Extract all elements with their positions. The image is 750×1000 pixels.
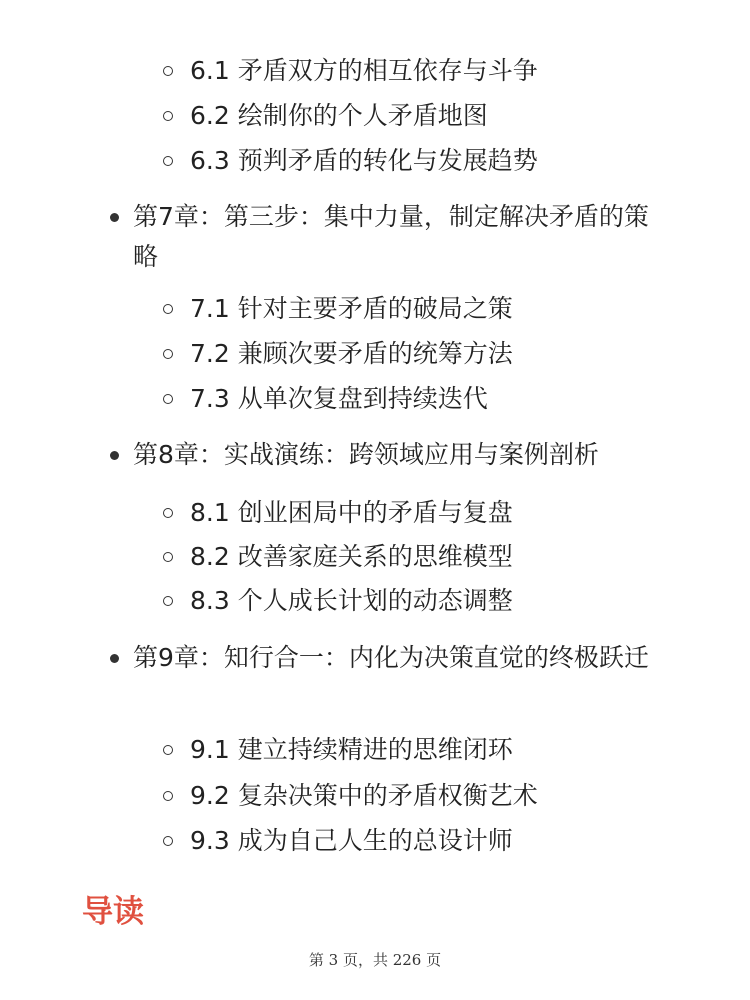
section-heading: 导读 [82,894,144,930]
toc-subitem-7-2 [163,339,513,369]
toc-subitem-8-2 [163,542,513,572]
filled-bullet-icon [110,451,119,460]
hollow-bullet-icon [163,552,173,562]
toc-subitem-9-3 [163,826,513,856]
hollow-bullet-icon [163,394,173,404]
toc-subitem-8-3 [163,586,513,616]
hollow-bullet-icon [163,508,173,518]
toc-subitem-label: 8.2 改善家庭关系的思维模型 [190,542,513,571]
toc-subitem-label: 9.3 成为自己人生的总设计师 [190,826,513,855]
toc-subitem-7-1 [163,294,513,324]
toc-subitem-6-1 [163,56,538,86]
hollow-bullet-icon [163,111,173,121]
toc-subitem-6-3 [163,146,538,176]
toc-chapter-8 [110,435,670,475]
toc-chapter-title: 第8章：实战演练：跨领域应用与案例剖析 [133,440,599,469]
hollow-bullet-icon [163,304,173,314]
toc-subitem-7-3 [163,384,488,414]
toc-subitem-label: 9.1 建立持续精进的思维闭环 [190,735,513,764]
hollow-bullet-icon [163,66,173,76]
toc-subitem-9-2 [163,781,538,811]
toc-subitem-8-1 [163,498,513,528]
hollow-bullet-icon [163,836,173,846]
toc-chapter-title: 第7章：第三步：集中力量，制定解决矛盾的策略 [133,202,649,271]
toc-subitem-label: 6.1 矛盾双方的相互依存与斗争 [190,56,538,85]
toc-chapter-9 [110,638,670,678]
toc-subitem-label: 7.2 兼顾次要矛盾的统筹方法 [190,339,513,368]
toc-subitem-label: 7.3 从单次复盘到持续迭代 [190,384,488,413]
hollow-bullet-icon [163,791,173,801]
toc-subitem-label: 8.1 创业困局中的矛盾与复盘 [190,498,513,527]
hollow-bullet-icon [163,156,173,166]
toc-subitem-label: 8.3 个人成长计划的动态调整 [190,586,513,615]
toc-chapter-title: 第9章：知行合一：内化为决策直觉的终极跃迁 [133,643,649,672]
hollow-bullet-icon [163,745,173,755]
filled-bullet-icon [110,213,119,222]
toc-subitem-label: 6.2 绘制你的个人矛盾地图 [190,101,488,130]
toc-subitem-label: 7.1 针对主要矛盾的破局之策 [190,294,513,323]
toc-subitem-6-2 [163,101,488,131]
toc-subitem-9-1 [163,735,513,765]
toc-chapter-7 [110,197,670,277]
toc-subitem-label: 9.2 复杂决策中的矛盾权衡艺术 [190,781,538,810]
hollow-bullet-icon [163,596,173,606]
hollow-bullet-icon [163,349,173,359]
toc-subitem-label: 6.3 预判矛盾的转化与发展趋势 [190,146,538,175]
page-number-footer: 第 3 页，共 226 页 [308,951,442,969]
filled-bullet-icon [110,654,119,663]
